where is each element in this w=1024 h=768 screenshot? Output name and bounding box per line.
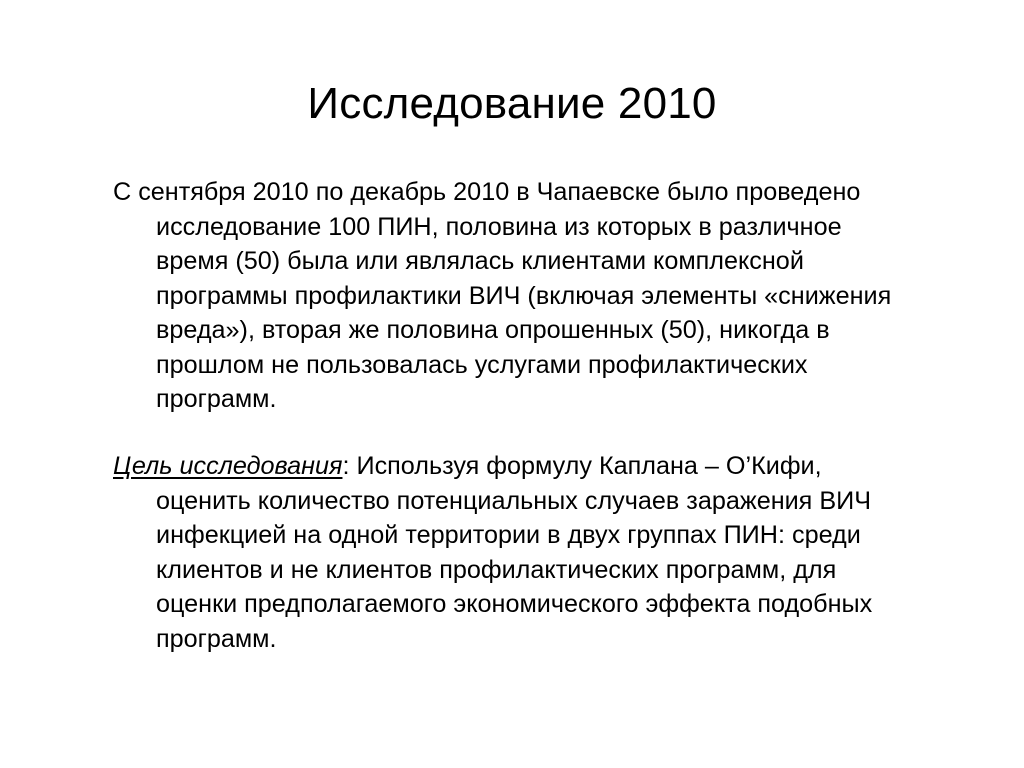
paragraph-line: исследование 100 ПИН, половина из которых в различное bbox=[156, 212, 842, 241]
paragraph-line: прошлом не пользовалась услугами профилактических bbox=[156, 350, 808, 379]
paragraph-line: оценить количество потенциальных случаев заражения ВИЧ bbox=[156, 486, 872, 515]
paragraph-line: оценки предполагаемого экономического эффекта подобных bbox=[156, 590, 873, 618]
paragraph-line: программ. bbox=[156, 385, 277, 413]
goal-label: Цель исследования bbox=[113, 452, 343, 480]
goal-first-line-text: Используя формулу Каплана – О’Кифи, bbox=[349, 452, 822, 480]
paragraph-line: программ. bbox=[156, 624, 277, 653]
paragraph-line: вреда»), вторая же половина опрошенных (50), никогда в bbox=[156, 316, 830, 344]
slide-title: Исследование 2010 bbox=[307, 79, 717, 128]
paragraph-line: инфекцией на одной территории в двух группах ПИН: среди bbox=[156, 521, 861, 549]
paragraph-line: программы профилактики ВИЧ (включая элементы «снижения bbox=[156, 281, 892, 310]
paragraph-line: клиентов и не клиентов профилактических программ, для bbox=[156, 555, 837, 584]
goal-label-colon: : bbox=[342, 452, 350, 480]
study-description-paragraph bbox=[113, 175, 993, 417]
study-goal-paragraph bbox=[113, 449, 993, 656]
paragraph-line: время (50) была или являлась клиентами комплексной bbox=[156, 247, 804, 275]
paragraph-first-line bbox=[113, 449, 993, 484]
paragraph-line: С сентября 2010 по декабрь 2010 в Чапаевске было проведено bbox=[113, 178, 861, 206]
